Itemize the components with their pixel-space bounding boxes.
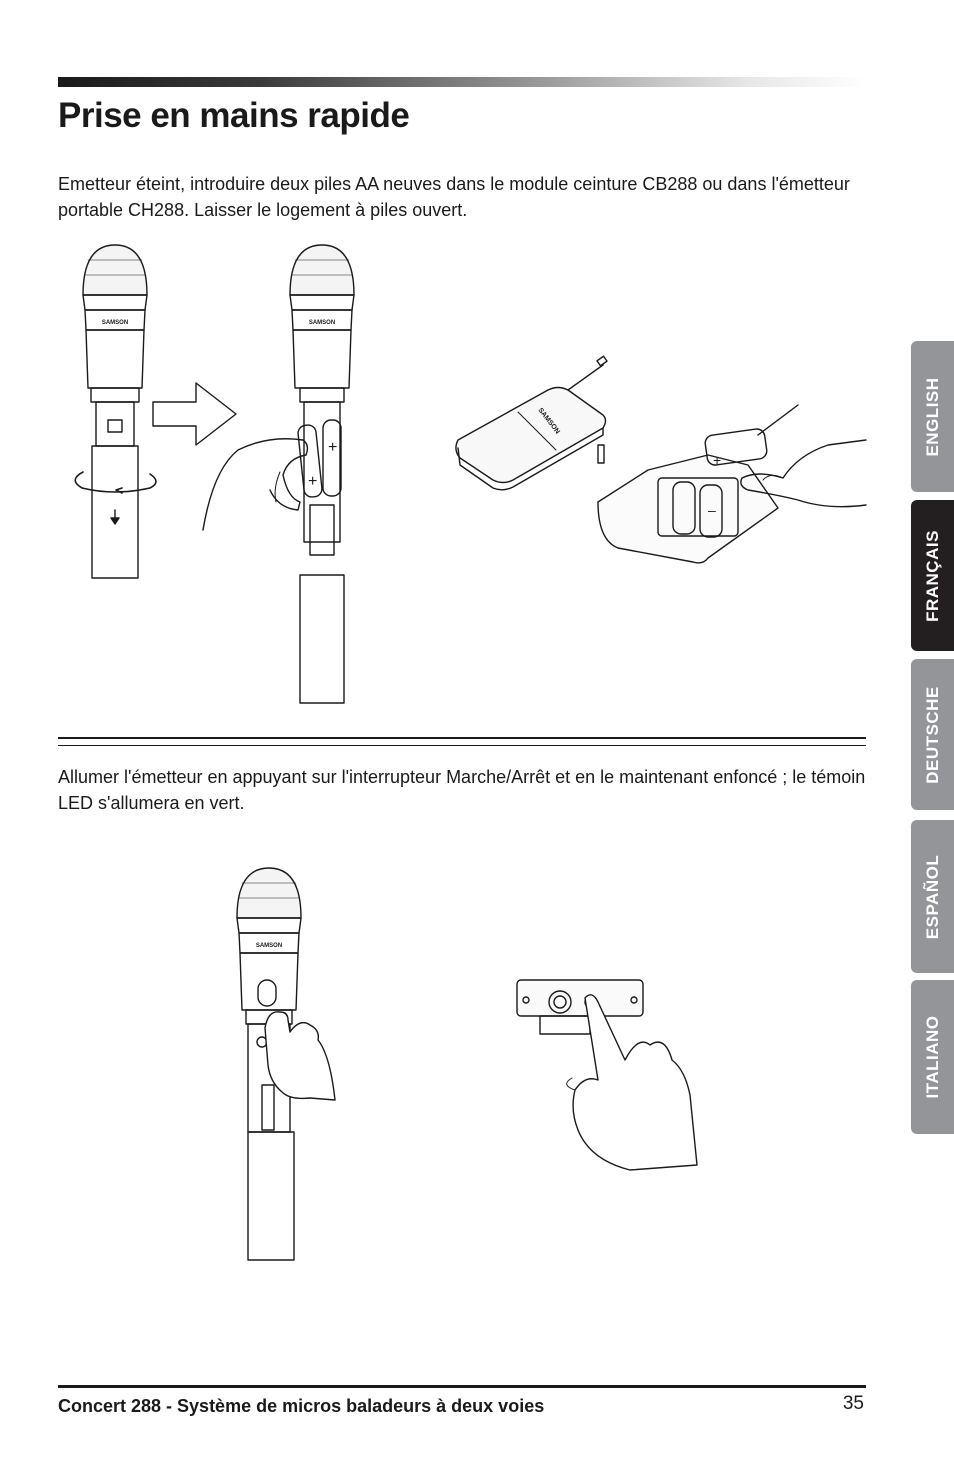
plus-sign: +: [328, 439, 338, 456]
page-number: 35: [842, 1393, 864, 1414]
tab-deutsche[interactable]: [911, 659, 954, 810]
footer-title: Concert 288 - Système de micros baladeurs à deux voies: [58, 1396, 545, 1416]
brand-label: SAMSON: [101, 320, 129, 326]
beltpack-closed-icon: [456, 356, 607, 490]
handheld-mic-power-icon: [237, 868, 335, 1260]
handheld-mic-battery-icon: [203, 245, 354, 703]
tab-english[interactable]: [911, 341, 954, 492]
page-title: Prise en mains rapide: [58, 96, 410, 135]
section-divider: [58, 737, 866, 739]
beltpack-power-icon: [517, 980, 697, 1170]
tab-italiano[interactable]: [911, 980, 954, 1134]
plus-sign: +: [713, 452, 722, 468]
tab-label: ITALIANO: [922, 1015, 942, 1099]
brand-label: SAMSON: [308, 320, 336, 326]
header-gradient-bar: [58, 77, 866, 87]
brand-label: SAMSON: [536, 406, 561, 436]
tab-espanol[interactable]: [911, 820, 954, 973]
section-divider-thin: [58, 745, 866, 746]
tab-label: ENGLISH: [922, 376, 942, 457]
brand-label: SAMSON: [255, 943, 283, 949]
minus-sign: –: [708, 502, 716, 518]
battery-installation-illustration: [58, 240, 868, 710]
tab-label: ESPAÑOL: [922, 854, 942, 939]
power-on-illustration: [200, 860, 720, 1270]
step1-instruction: Emetteur éteint, introduire deux piles AA neuves dans le module ceinture CB288 ou dans l'émetteur portable CH288. Laisser le logement à piles ouvert.: [58, 174, 850, 220]
tab-label: DEUTSCHE: [922, 685, 942, 784]
arrow-right-icon: [153, 383, 236, 445]
plus-sign: +: [308, 473, 318, 490]
footer-rule: [58, 1385, 866, 1388]
handheld-mic-open-icon: [75, 245, 156, 578]
step2-instruction: Allumer l'émetteur en appuyant sur l'interrupteur Marche/Arrêt et en le maintenant enfoncé ; le témoin LED s'allumera en vert.: [58, 767, 866, 813]
beltpack-open-icon: [598, 405, 866, 563]
tab-label: FRANÇAIS: [922, 529, 942, 622]
tab-francais[interactable]: [911, 500, 954, 651]
